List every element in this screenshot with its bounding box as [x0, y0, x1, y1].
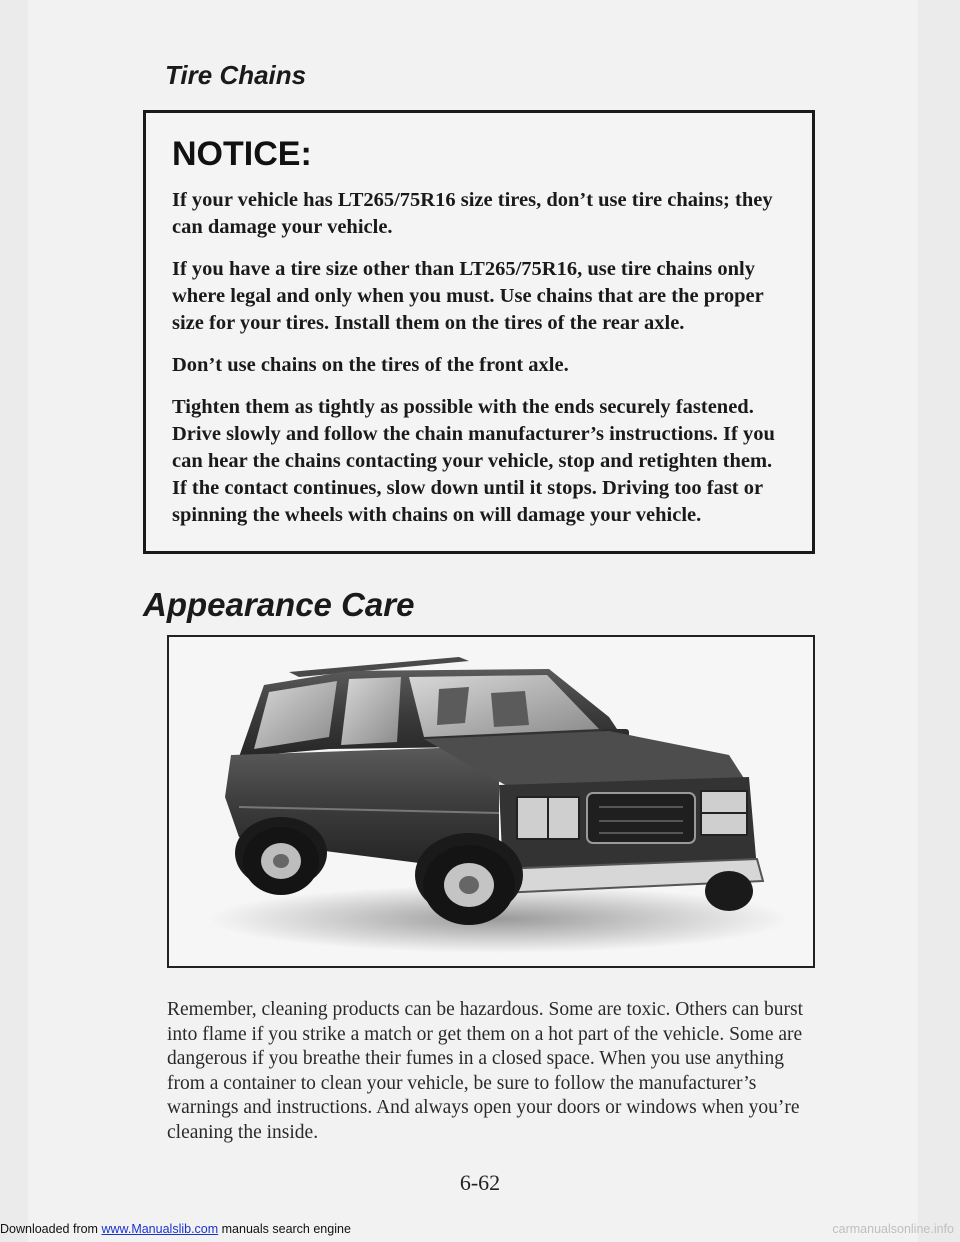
notice-paragraph: Don’t use chains on the tires of the front axle.	[172, 354, 569, 376]
notice-paragraph: If your vehicle has LT265/75R16 size tires, don’t use tire chains; they can damage your vehicle.	[172, 189, 773, 238]
download-footer	[0, 1222, 351, 1236]
manualslib-link[interactable]: www.Manualslib.com	[101, 1222, 219, 1236]
notice-paragraph: If you have a tire size other than LT265/75R16, use tire chains only where legal and only when you must. Use chains that are the proper size for your tires. Install them on the tires of the rear axle.	[172, 258, 764, 334]
watermark: carmanualsonline.info	[832, 1222, 954, 1236]
notice-paragraph: Tighten them as tightly as possible with the ends securely fastened. Drive slowly and follow the chain manufacturer’s instructions. If you can hear the chains contacting your vehicle, stop and retighten them. If the contact continues, slow down until it stops. Driving too fast or spinning the wheels with chains on will damage your vehicle.	[172, 396, 775, 526]
notice-box	[143, 110, 815, 554]
section-title-appearance-care: Appearance Care	[143, 586, 415, 623]
notice-heading: NOTICE:	[172, 135, 312, 173]
vehicle-photo	[167, 635, 815, 968]
footer-prefix: Downloaded from	[0, 1222, 102, 1236]
appearance-care-paragraph: Remember, cleaning products can be hazardous. Some are toxic. Others can burst into flame if you strike a match or get them on a hot part of the vehicle. Some are dangerous if you breathe their fumes in a closed space. When you use anything from a container to clean your vehicle, be sure to follow the manufacturer’s warnings and instructions. And always open your doors or windows when you’re cleaning the inside.	[167, 999, 803, 1143]
section-title-tire-chains: Tire Chains	[165, 60, 307, 90]
footer-suffix: manuals search engine	[218, 1222, 351, 1236]
page-number: 6-62	[459, 1170, 501, 1195]
